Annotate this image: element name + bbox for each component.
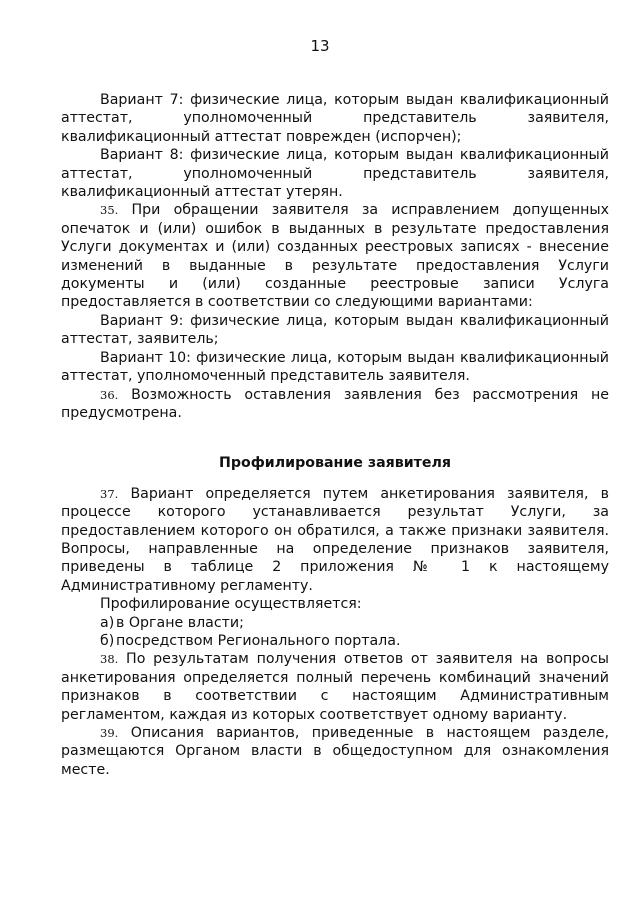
variant-7-label: Вариант 7:	[100, 92, 184, 108]
variant-10-label: Вариант 10:	[100, 349, 191, 366]
variant-8-label: Вариант 8:	[100, 147, 184, 164]
variant-7-paragraph	[61, 91, 609, 146]
variant-7-text: физические лица, которым выдан квалификационный аттестат, уполномоченный представитель заявителя, квалификационный аттестат поврежден (испорчен);	[61, 92, 609, 145]
paragraph-36-text: Возможность оставления заявления без рассмотрения не предусмотрена.	[61, 386, 609, 421]
list-item-text: в Органе власти;	[116, 614, 244, 631]
profiling-intro: Профилирование осуществляется:	[100, 596, 362, 613]
paragraph-36-number: 36.	[100, 387, 119, 402]
paragraph-37	[61, 485, 609, 595]
variant-10-paragraph	[61, 349, 609, 386]
paragraph-38-number: 38.	[100, 652, 119, 667]
variant-9-paragraph	[61, 312, 609, 349]
paragraph-39-number: 39.	[100, 726, 119, 740]
list-item-text: посредством Регионального портала.	[116, 632, 401, 649]
paragraph-37-text: Вариант определяется путем анкетирования заявителя, в процессе которого устанавливается результат Услуги, за предоставлением которого он обратился, а также признаки заявителя. Вопросы, направленные на определение признаков заявителя, приведены в таблице 2 приложения № 1 к настоящему Административному регламенту.	[61, 485, 609, 594]
variant-10-text: физические лица, которым выдан квалификационный аттестат, уполномоченный представитель заявителя.	[61, 349, 609, 385]
variant-9-text: физические лица, которым выдан квалификационный аттестат, заявитель;	[61, 312, 609, 348]
paragraph-38-text: По результатам получения ответов от заявителя на вопросы анкетирования определяется полный перечень комбинаций значений признаков в соответствии с настоящим Административным регламентом, каждая из которых соответствует одному варианту.	[61, 651, 609, 723]
paragraph-37-number: 37.	[100, 486, 119, 501]
paragraph-35	[61, 201, 609, 311]
list-item	[100, 632, 609, 650]
paragraph-39	[61, 724, 609, 779]
list-marker: б)	[100, 632, 115, 649]
variant-9-label: Вариант 9:	[100, 312, 184, 329]
paragraph-35-number: 35.	[100, 203, 119, 218]
section-title: Профилирование заявителя	[218, 455, 452, 472]
paragraph-36	[61, 386, 609, 423]
list-item	[100, 614, 609, 632]
variant-8-text: физические лица, которым выдан квалификационный аттестат, уполномоченный представитель заявителя, квалификационный аттестат утерян.	[61, 147, 609, 201]
paragraph-39-text: Описания вариантов, приведенные в настоящем разделе, размещаются Органом власти в общедоступном для ознакомления месте.	[61, 725, 609, 778]
document-body	[61, 91, 609, 779]
profiling-list	[61, 614, 609, 651]
variant-8-paragraph	[61, 146, 609, 201]
list-marker: а)	[100, 614, 115, 631]
paragraph-35-text: При обращении заявителя за исправлением допущенных опечаток и (или) ошибок в выданных в результате предоставления Услуги документах и (или) созданных реестровых записях - внесение изменений в выданные в результате предоставления Услуги документы и (или) созданные реестровые записи Услуга предоставляется в соответствии со следующими вариантами:	[61, 202, 609, 311]
page-number: 13	[310, 37, 330, 55]
paragraph-38	[61, 650, 609, 724]
